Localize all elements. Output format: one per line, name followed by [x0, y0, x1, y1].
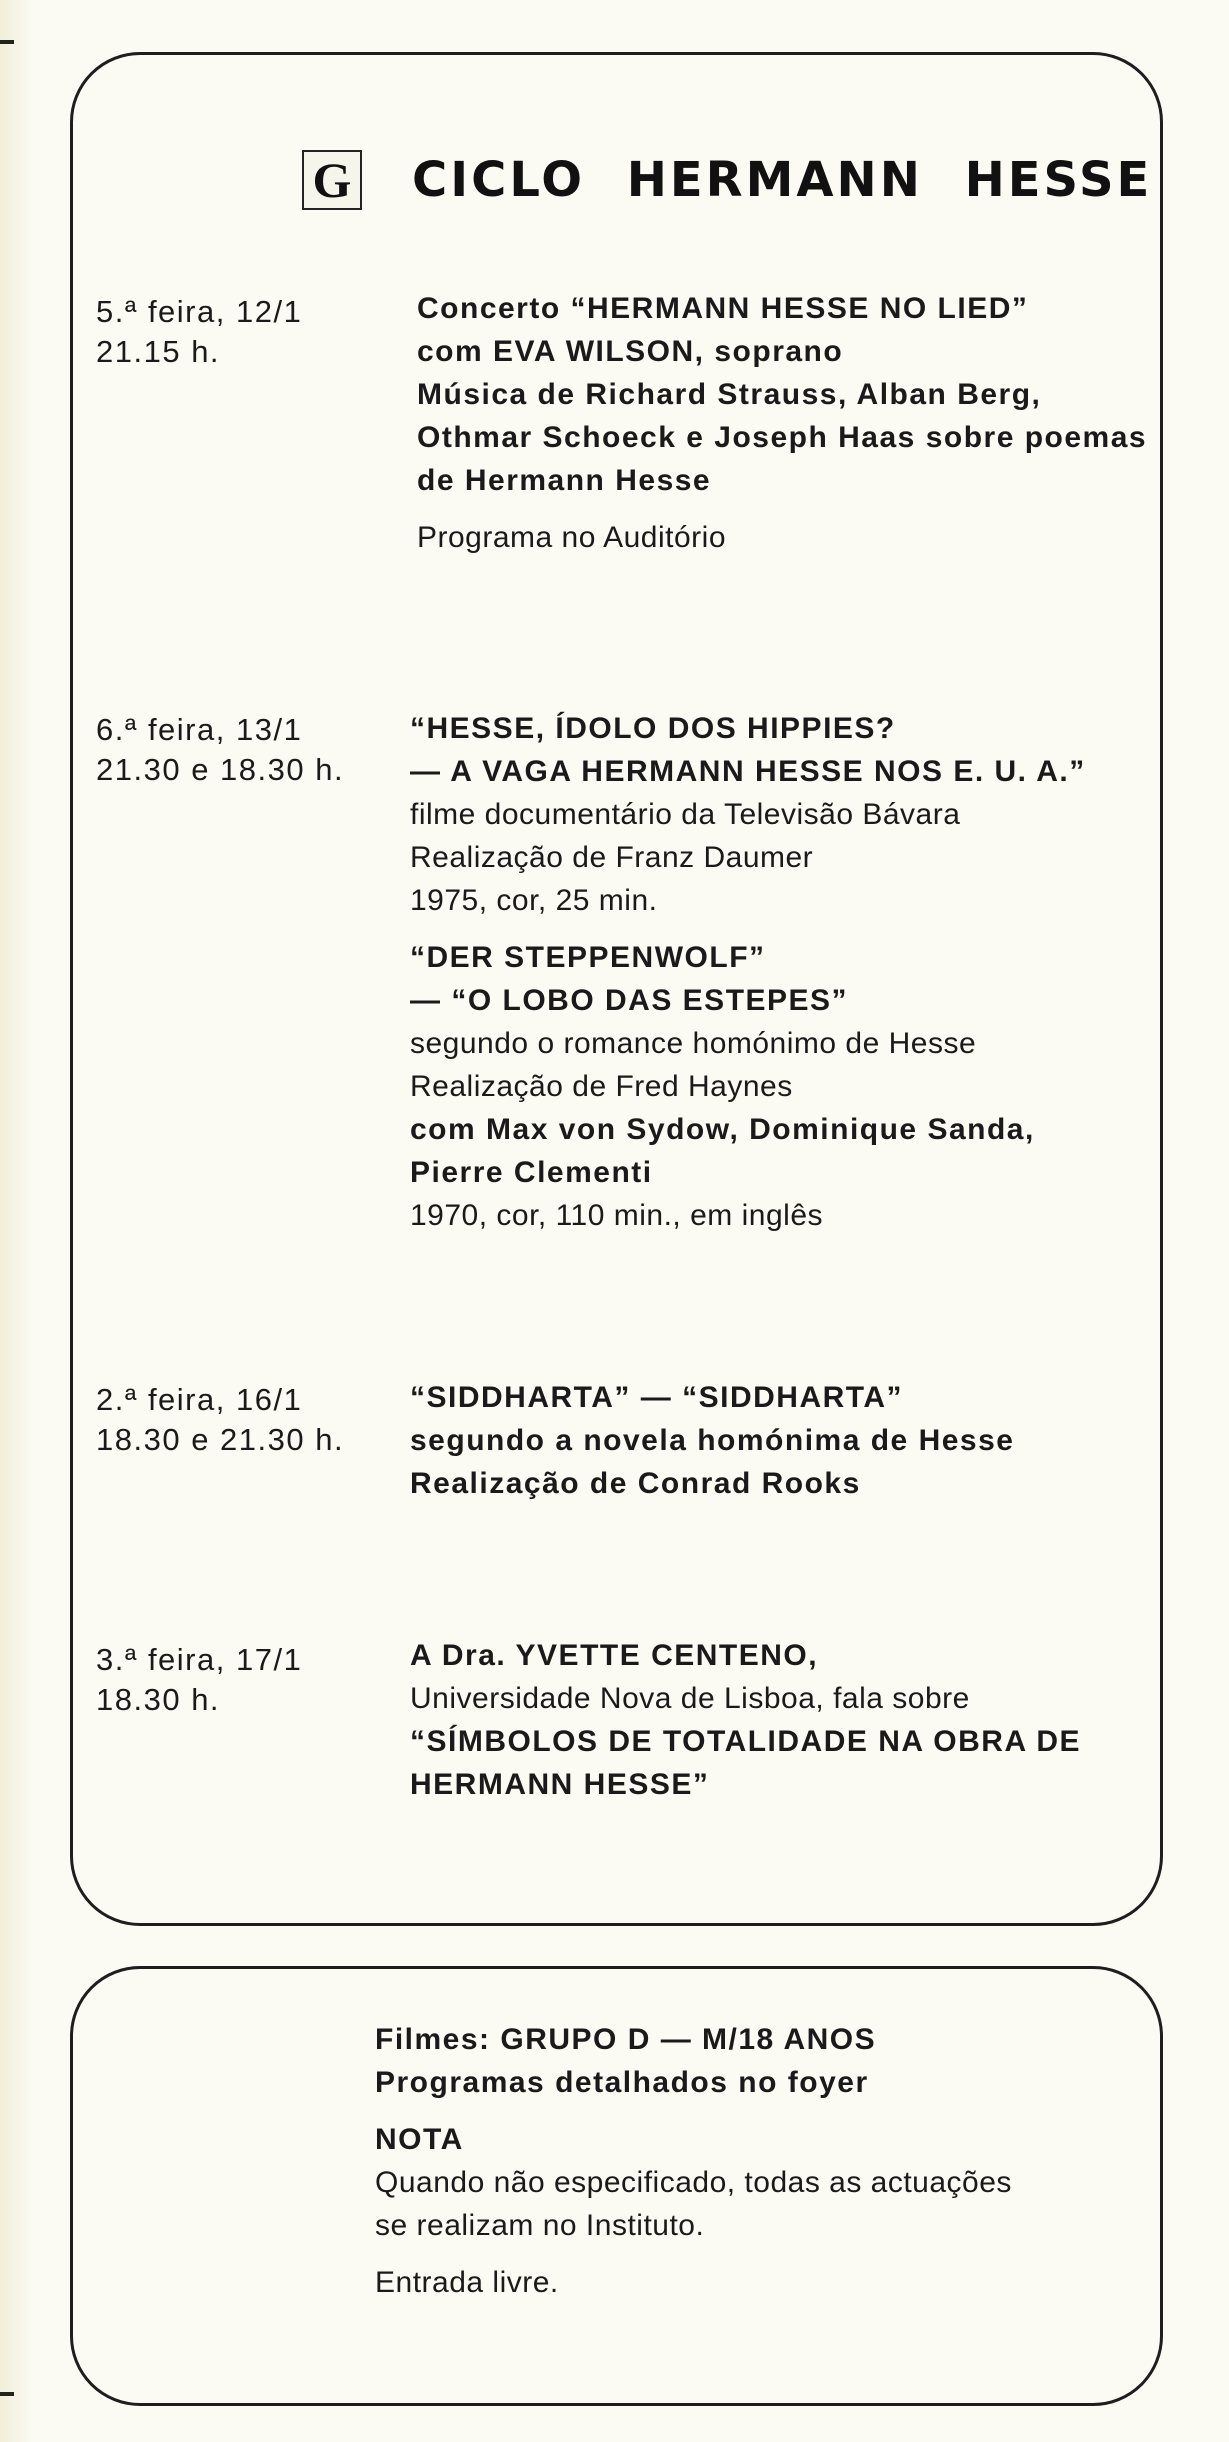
nota-line: se realizam no Instituto. — [375, 2209, 705, 2242]
event-3-date-block — [96, 1380, 344, 1460]
event-line: “HESSE, ÍDOLO DOS HIPPIES? — [410, 712, 896, 745]
event-time: 21.30 e 18.30 h. — [96, 752, 345, 787]
event-line: segundo o romance homónimo de Hesse — [410, 1027, 977, 1060]
event-4-date-block — [96, 1640, 302, 1720]
event-2-date-block — [96, 710, 344, 790]
event-time: 18.30 h. — [96, 1682, 221, 1717]
event-line: Pierre Clementi — [410, 1156, 653, 1189]
footer-notes — [375, 2018, 1012, 2304]
event-line: filme documentário da Televisão Bávara — [410, 798, 961, 831]
event-line: Realização de Fred Haynes — [410, 1070, 793, 1103]
event-3-details — [410, 1376, 1014, 1505]
margin-mark-top — [0, 40, 14, 44]
event-line: Realização de Franz Daumer — [410, 841, 814, 874]
page-edge-shading — [0, 0, 34, 2442]
goethe-logo: G — [302, 150, 362, 210]
margin-mark-bottom — [0, 2392, 14, 2396]
event-4-details — [410, 1634, 1081, 1806]
nota-line: Quando não especificado, todas as actuações — [375, 2166, 1012, 2199]
event-time: 21.15 h. — [96, 334, 221, 369]
event-line: Música de Richard Strauss, Alban Berg, — [417, 378, 1042, 411]
event-line: Programa no Auditório — [417, 521, 727, 554]
event-line: A Dra. YVETTE CENTENO, — [410, 1639, 819, 1672]
event-1-date-block — [96, 292, 302, 372]
event-date: 6.ª feira, 13/1 — [96, 712, 303, 747]
program-header — [302, 150, 1152, 210]
event-line: “DER STEPPENWOLF” — [410, 941, 766, 974]
event-date: 5.ª feira, 12/1 — [96, 294, 303, 329]
event-line: com EVA WILSON, soprano — [417, 335, 844, 368]
event-line: “SÍMBOLOS DE TOTALIDADE NA OBRA DE — [410, 1725, 1082, 1758]
nota-heading: NOTA — [375, 2123, 464, 2156]
event-line: de Hermann Hesse — [417, 464, 712, 497]
event-date: 3.ª feira, 17/1 — [96, 1642, 303, 1677]
films-rating: Filmes: GRUPO D — M/18 ANOS — [375, 2023, 877, 2056]
event-line: Universidade Nova de Lisboa, fala sobre — [410, 1682, 970, 1715]
event-line: Realização de Conrad Rooks — [410, 1467, 861, 1500]
event-1-details — [417, 287, 1147, 559]
event-date: 2.ª feira, 16/1 — [96, 1382, 303, 1417]
event-line: com Max von Sydow, Dominique Sanda, — [410, 1113, 1035, 1146]
event-line: “SIDDHARTA” — “SIDDHARTA” — [410, 1381, 904, 1414]
event-2-details — [410, 707, 1086, 1237]
event-time: 18.30 e 21.30 h. — [96, 1422, 345, 1457]
event-line: — “O LOBO DAS ESTEPES” — [410, 984, 849, 1017]
programs-note: Programas detalhados no foyer — [375, 2066, 869, 2099]
program-title: CICLO HERMANN HESSE — [412, 152, 1153, 208]
event-line: Concerto “HERMANN HESSE NO LIED” — [417, 292, 1029, 325]
event-line: segundo a novela homónima de Hesse — [410, 1424, 1015, 1457]
event-line: — A VAGA HERMANN HESSE NOS E. U. A.” — [410, 755, 1086, 788]
entry-note: Entrada livre. — [375, 2266, 559, 2299]
event-line: HERMANN HESSE” — [410, 1768, 710, 1801]
event-line: Othmar Schoeck e Joseph Haas sobre poemas — [417, 421, 1148, 454]
event-line: 1975, cor, 25 min. — [410, 884, 658, 917]
event-line: 1970, cor, 110 min., em inglês — [410, 1199, 823, 1232]
